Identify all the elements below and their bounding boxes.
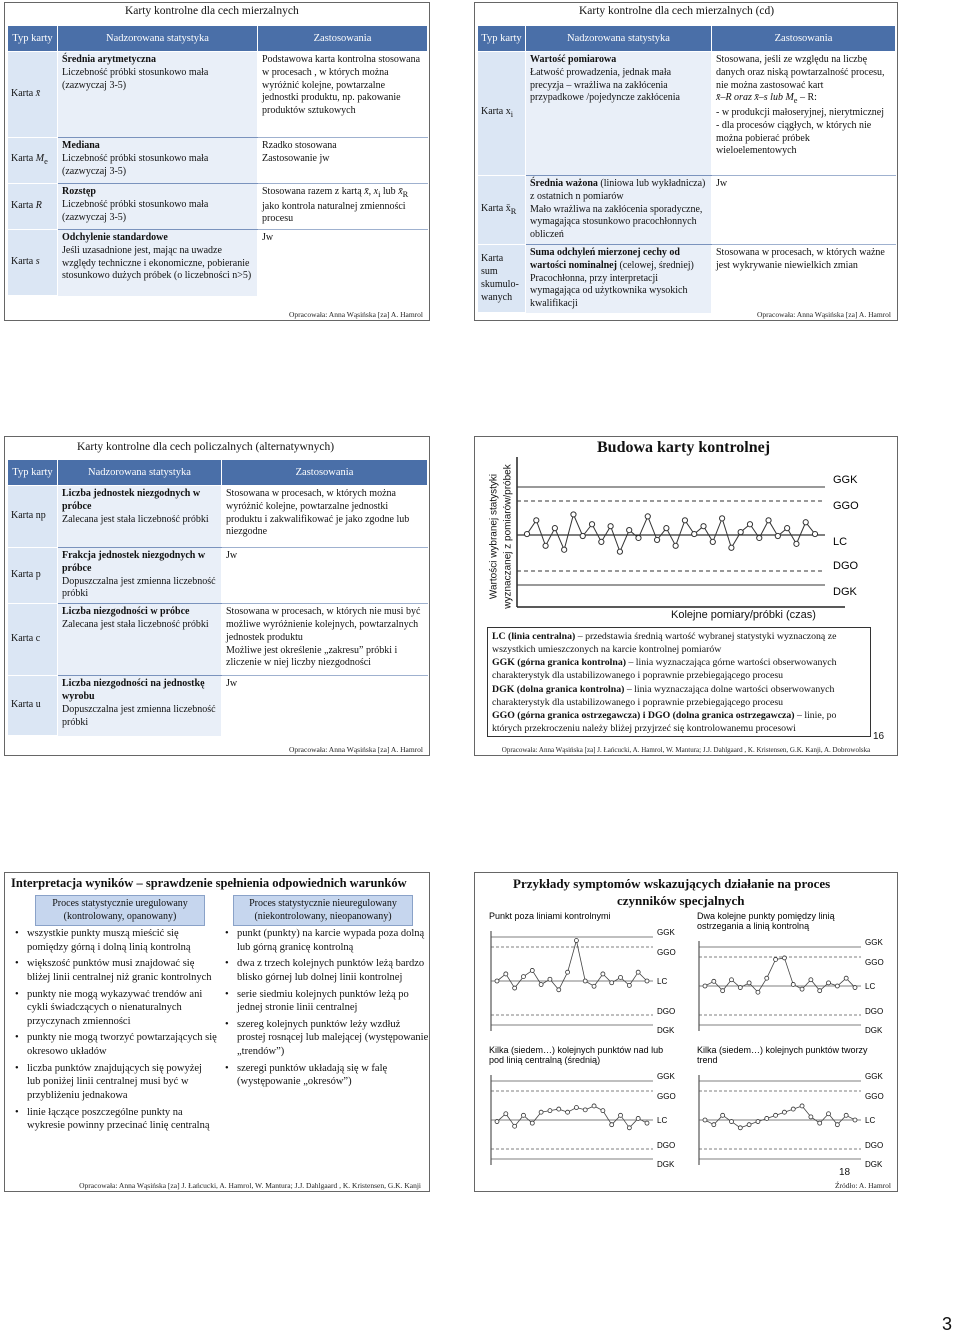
limit-label-ggo: GGO xyxy=(865,958,884,967)
symptom-chart xyxy=(697,911,884,1035)
data-point xyxy=(534,518,539,523)
limit-label-dgk: DGK xyxy=(865,1160,883,1169)
limit-label-dgk: DGK xyxy=(657,1160,675,1169)
slide-title: Interpretacja wyników – sprawdzenie spełnienia odpowiednich warunków xyxy=(11,876,407,890)
app-cell: Jw xyxy=(258,230,428,296)
data-point xyxy=(495,1120,499,1124)
data-point xyxy=(729,978,733,982)
legend-item-dgk: DGK (dolna granica kontrolna) – linia wyznaczająca dolne wartości obserwowanych charakterystyk dla ustabilizowanego i poprawnie przebiegającego procesu xyxy=(492,683,835,708)
data-point xyxy=(617,549,622,554)
data-point xyxy=(521,1113,525,1117)
list-item: • dwa z trzech kolejnych punktów leżą bardzo blisko górnej lub dolnej linii kontrolnej xyxy=(219,957,429,984)
data-point xyxy=(627,1126,631,1130)
credit: Źródło: A. Hamrol xyxy=(834,1181,891,1190)
list-item: • szereg kolejnych punktów leży wzdłuż prostej rosnącej lub malejącej (występowanie „trendów”) xyxy=(219,1018,429,1059)
chart-types-table xyxy=(477,25,896,313)
slide-title: Karty kontrolne dla cech policzalnych (alternatywnych) xyxy=(77,441,335,453)
slide-title: Budowa karty kontrolnej xyxy=(597,439,771,456)
stat-cell: Liczba niezgodności w próbce Zalecana jest stała liczebność próbki xyxy=(58,604,222,676)
data-point xyxy=(818,1121,822,1125)
data-point xyxy=(504,972,508,976)
list-item: • serie siedmiu kolejnych punktów leżą po jednej stronie linii centralnej xyxy=(219,988,429,1015)
data-point xyxy=(794,541,799,546)
data-point xyxy=(608,524,613,529)
data-point xyxy=(495,979,499,983)
data-point xyxy=(645,1121,649,1125)
data-point xyxy=(682,518,687,523)
app-cell: Jw xyxy=(712,176,896,245)
data-point xyxy=(583,979,587,983)
data-point xyxy=(853,986,857,990)
data-point xyxy=(809,978,813,982)
data-point xyxy=(703,1118,707,1122)
app-cell: Podstawowa karta kontrolna stosowana w procesach , w których można wyróżnić kolejne, powtarzalne jednostki produktu, np. pakowanie produktów sztukowych xyxy=(258,52,428,138)
data-point xyxy=(557,988,561,992)
col-header: Typ karty xyxy=(478,26,526,52)
type-cell: Karta $x̄_R$ xyxy=(478,176,526,245)
data-point xyxy=(756,990,760,994)
data-point xyxy=(712,979,716,983)
data-point xyxy=(543,543,548,548)
list-item: • punkty nie mogą tworzyć powtarzających się okresowo układów xyxy=(9,1031,217,1058)
data-point xyxy=(530,968,534,972)
limit-label-lc: LC xyxy=(657,1116,668,1125)
data-point xyxy=(513,986,517,990)
limit-label-dgk: DGK xyxy=(833,586,857,598)
data-point xyxy=(703,984,707,988)
col-header: Typ karty xyxy=(8,26,58,52)
list-item: • punkty nie mogą wykazywać trendów ani cykli świadczących o nienaturalnych przyczynach zmienności xyxy=(9,988,217,1029)
app-cell: Stosowana w procesach, w których można wyróżnić kolejne, powtarzalne jednostki produktu i zakwalifikować je jako zgodne lub niezgodne xyxy=(222,486,428,548)
data-point xyxy=(557,1107,561,1111)
data-point xyxy=(548,977,552,981)
legend-item-ggk: GGK (górna granica kontrolna) – linia wyznaczająca górne wartości obserwowanych charakterystyk dla ustabilizowanego i poprawnie przebiegającego procesu xyxy=(492,657,837,682)
data-point xyxy=(782,1110,786,1114)
type-cell: Karta u xyxy=(8,676,58,736)
y-axis-label-line2: wyznaczanej z pomiarów/próbek xyxy=(502,464,514,609)
data-point xyxy=(599,539,604,544)
data-point xyxy=(636,1116,640,1120)
app-cell: Stosowana w procesach, w których nie musi być możliwe wyróżnienie kolejnych, powtarzalnych jednostek produktu Możliwe jest określenie „zakresu” próbki i zliczenie w niej liczby niezgodności xyxy=(222,604,428,676)
limit-label-ggo: GGO xyxy=(657,1092,676,1101)
data-point xyxy=(673,543,678,548)
slide-interpretacja xyxy=(4,872,430,1192)
limit-label-lc: LC xyxy=(865,1116,876,1125)
data-point xyxy=(619,975,623,979)
col-header: Nadzorowana statystyka xyxy=(58,460,222,486)
data-point xyxy=(539,983,543,987)
legend-item-lc: LC (linia centralna) – przedstawia średnią wartość wybranej statystyki wyznaczoną ze wszystkich umieszczonych na karcie kontrolnej pomiarów xyxy=(492,631,837,656)
type-cell: Karta np xyxy=(8,486,58,548)
data-point xyxy=(774,1113,778,1117)
slide-policzalne xyxy=(4,436,430,756)
limit-label-dgo: DGO xyxy=(865,1007,884,1016)
type-cell: Karta $M_e$ xyxy=(8,138,58,184)
regulated-list xyxy=(9,927,217,1136)
data-point xyxy=(853,1118,857,1122)
slide-symptomy xyxy=(474,872,898,1192)
col-header-regulated: Proces statystycznie uregulowany (kontrolowany, opanowany) xyxy=(35,895,205,926)
limit-label-dgo: DGO xyxy=(657,1007,676,1016)
chart-types-table xyxy=(7,25,428,296)
stat-cell: Wartość pomiarowa Łatwość prowadzenia, jednak mała precyzja – wrażliwa na zakłócenia przypadkowe /pojedyncze zakłócenia xyxy=(526,52,712,176)
data-point xyxy=(592,1104,596,1108)
data-point xyxy=(827,1112,831,1116)
chart-caption: Dwa kolejne punkty pomiędzy linią ostrzegania a linią kontrolną xyxy=(697,911,835,931)
limit-label-dgo: DGO xyxy=(657,1141,676,1150)
data-point xyxy=(571,512,576,517)
stat-cell: Liczba jednostek niezgodnych w próbce Zalecana jest stała liczebność próbki xyxy=(58,486,222,548)
data-point xyxy=(521,975,525,979)
limit-label-ggk: GGK xyxy=(865,938,883,947)
symptom-chart xyxy=(697,1045,884,1169)
data-point xyxy=(791,982,795,986)
limit-label-lc: LC xyxy=(657,977,668,986)
col-header: Zastosowania xyxy=(222,460,428,486)
type-cell: Karta s xyxy=(8,230,58,296)
data-point xyxy=(701,524,706,529)
app-cell: Jw xyxy=(222,548,428,604)
limit-label-ggk: GGK xyxy=(833,474,858,486)
col-header: Zastosowania xyxy=(712,26,896,52)
data-point xyxy=(809,1115,813,1119)
chart-caption: Kilka (siedem…) kolejnych punktów nad lub pod linią centralną (średnią) xyxy=(489,1045,664,1065)
data-point xyxy=(589,522,594,527)
type-cell: Karta $x_i$ xyxy=(478,52,526,176)
data-point xyxy=(791,1107,795,1111)
slide-title-line1: Przykłady symptomów wskazujących działanie na proces xyxy=(513,876,831,891)
data-point xyxy=(738,529,743,534)
credit: Opracowała: Anna Wąsińska [za] J. Łańcucki, A. Hamrol, W. Mantura; J.J. Dahlgaard , K. Kristensen, G.K. Kanji, A. Dobrowolska xyxy=(501,746,871,754)
data-point xyxy=(729,1120,733,1124)
series-line xyxy=(527,514,815,551)
col-header: Zastosowania xyxy=(258,26,428,52)
limit-label-ggk: GGK xyxy=(657,1072,675,1081)
data-point xyxy=(610,981,614,985)
list-item: • punkt (punkty) na karcie wypada poza dolną lub górną granicę kontrolną xyxy=(219,927,429,954)
data-point xyxy=(645,979,649,983)
data-point xyxy=(524,531,529,536)
limit-label-dgo: DGO xyxy=(865,1141,884,1150)
col-header: Nadzorowana statystyka xyxy=(526,26,712,52)
limit-label-dgo: DGO xyxy=(833,560,859,572)
data-point xyxy=(803,520,808,525)
data-point xyxy=(539,1110,543,1114)
data-point xyxy=(619,1113,623,1117)
type-cell: Karta sum skumulo-wanych xyxy=(478,244,526,312)
stat-cell: Średnia arytmetyczna Liczebność próbki stosunkowo mała (zazwyczaj 3-5) xyxy=(58,52,258,138)
limit-label-ggo: GGO xyxy=(865,1092,884,1101)
data-point xyxy=(765,1116,769,1120)
credit: Opracowała: Anna Wąsińska [za] A. Hamrol xyxy=(289,310,423,319)
data-point xyxy=(747,522,752,527)
data-point xyxy=(729,545,734,550)
type-cell: Karta R xyxy=(8,184,58,230)
unregulated-list xyxy=(219,927,429,1092)
data-point xyxy=(627,528,632,533)
data-point xyxy=(719,516,724,521)
app-cell: Rzadko stosowana Zastosowanie jw xyxy=(258,138,428,184)
list-item: • większość punktów musi znajdować się bliżej linii centralnej niż granic kontrolnych xyxy=(9,957,217,984)
data-point xyxy=(566,970,570,974)
credit: Opracowała: Anna Wąsińska [za] J. Łańcucki, A. Hamrol, W. Mantura; J.J. Dahlgaard , K. Kristensen, G.K. Kanji xyxy=(79,1181,421,1190)
data-point xyxy=(574,1106,578,1110)
type-cell: Karta x̄ xyxy=(8,52,58,138)
data-point xyxy=(566,1110,570,1114)
data-point xyxy=(627,983,631,987)
data-point xyxy=(692,531,697,536)
stat-cell: Liczba niezgodności na jednostkę wyrobu Dopuszczalna jest zmienna liczebność próbki xyxy=(58,676,222,736)
credit: Opracowała: Anna Wąsińska [za] A. Hamrol xyxy=(757,310,891,319)
y-axis-label-line1: Wartości wybranej statystyki xyxy=(488,473,500,600)
symptom-charts xyxy=(475,873,898,1192)
data-point xyxy=(601,972,605,976)
list-item: • linie łączące poszczególne punkty na wykresie powinny przecinać linię centralną xyxy=(9,1106,217,1133)
symptom-chart xyxy=(489,911,676,1035)
slide-number: 18 xyxy=(839,1167,851,1178)
series-line xyxy=(705,958,855,992)
limit-label-dgk: DGK xyxy=(657,1026,675,1035)
col-header: Typ karty xyxy=(8,460,58,486)
page-number: 3 xyxy=(942,1314,953,1334)
data-point xyxy=(775,533,780,538)
data-point xyxy=(712,1123,716,1127)
app-cell: Stosowana w procesach, w których ważne jest wykrywanie niewielkich zmian xyxy=(712,244,896,312)
data-point xyxy=(844,976,848,980)
stat-cell: Suma odchyleń mierzonej cechy od wartości nominalnej (celowej, średniej) Pracochłonna, przy interpretacji wymagająca od użytkownika wysokich kwalifikacji xyxy=(526,244,712,312)
data-point xyxy=(548,1109,552,1113)
data-point xyxy=(583,1108,587,1112)
data-point xyxy=(756,1120,760,1124)
data-point xyxy=(645,514,650,519)
list-item: • wszystkie punkty muszą mieścić się pomiędzy górną i dolną linią kontrolną xyxy=(9,927,217,954)
data-point xyxy=(710,539,715,544)
app-cell: Jw xyxy=(222,676,428,736)
data-point xyxy=(800,987,804,991)
data-point xyxy=(738,1126,742,1130)
col-header: Nadzorowana statystyka xyxy=(58,26,258,52)
control-chart xyxy=(502,449,897,627)
type-cell: Karta c xyxy=(8,604,58,676)
data-point xyxy=(552,526,557,531)
y-axis-label xyxy=(477,447,513,627)
data-point xyxy=(513,1124,517,1128)
data-point xyxy=(785,526,790,531)
symptom-chart xyxy=(489,1045,676,1169)
stat-cell: Mediana Liczebność próbki stosunkowo mała (zazwyczaj 3-5) xyxy=(58,138,258,184)
legend-item-ggo-dgo: GGO (górna granica ostrzegawcza) i DGO (dolna granica ostrzegawcza) – linie, po których przekroczeniu należy bliżej przyjrzeć się kontrolowanemu procesowi xyxy=(492,709,837,734)
list-item: • szeregi punktów układają się w falę (występowanie „okresów”) xyxy=(219,1062,429,1089)
data-point xyxy=(636,535,641,540)
limit-label-ggo: GGO xyxy=(657,948,676,957)
data-point xyxy=(738,986,742,990)
credit: Opracowała: Anna Wąsińska [za] A. Hamrol xyxy=(289,745,423,754)
app-cell: Stosowana razem z kartą x̄, $x_i$ lub $x̄_R$ jako kontrola naturalnej zmienności procesu xyxy=(258,184,428,230)
chart-caption: Punkt poza liniami kontrolnymi xyxy=(489,911,611,921)
list-item: • liczba punktów znajdujących się powyżej lub poniżej linii centralnej musi być w przybliżeniu jednakowa xyxy=(9,1062,217,1103)
app-cell: Stosowana, jeśli ze względu na liczbę danych oraz niską powtarzalność procesu, nie można zastosować kart x̄–R oraz x̄–s lub $M_e$ – R: - w produkcji małoseryjnej, nierytmicznej - dla procesów ciągłych, w których nie można pobierać próbek wieloelementowych xyxy=(712,52,896,176)
data-point xyxy=(844,1113,848,1117)
chart-types-table xyxy=(7,459,428,736)
chart-caption: Kilka (siedem…) kolejnych punktów tworzy trend xyxy=(697,1045,868,1065)
slide-title: Karty kontrolne dla cech mierzalnych xyxy=(125,5,299,17)
data-point xyxy=(765,976,769,980)
data-point xyxy=(574,939,578,943)
data-point xyxy=(562,547,567,552)
data-point xyxy=(835,984,839,988)
stat-cell: Średnia ważona (liniowa lub wykładnicza) z ostatnich n pomiarów Mało wrażliwa na zakłócenia sporadyczne, wymagająca stosunkowo pracochłonnych obliczeń xyxy=(526,176,712,245)
data-point xyxy=(654,537,659,542)
data-point xyxy=(766,518,771,523)
data-point xyxy=(812,531,817,536)
stat-cell: Odchylenie standardowe Jeśli uzasadnione jest, mając na uwadze względy techniczne i ekonomiczne, pobieranie stosunkowo dużych próbek (o liczebności n>5) xyxy=(58,230,258,296)
data-point xyxy=(827,981,831,985)
stat-cell: Rozstęp Liczebność próbki stosunkowo mała (zazwyczaj 3-5) xyxy=(58,184,258,230)
data-point xyxy=(774,957,778,961)
limit-label-ggk: GGK xyxy=(865,1072,883,1081)
slide-mierzalne-cd xyxy=(474,2,898,321)
data-point xyxy=(800,1104,804,1108)
data-point xyxy=(592,984,596,988)
limit-label-lc: LC xyxy=(833,536,848,548)
data-point xyxy=(580,533,585,538)
limit-label-dgk: DGK xyxy=(865,1026,883,1035)
legend-box xyxy=(487,627,871,737)
stat-cell: Frakcja jednostek niezgodnych w próbce Dopuszczalna jest zmienna liczebność próbki xyxy=(58,548,222,604)
limit-label-ggo: GGO xyxy=(833,500,859,512)
slide-mierzalne xyxy=(4,2,430,321)
data-point xyxy=(747,1123,751,1127)
slide-title-line2: czynników specjalnych xyxy=(617,893,745,908)
data-point xyxy=(721,989,725,993)
slide-title: Karty kontrolne dla cech mierzalnych (cd) xyxy=(579,5,775,17)
slide-number: 16 xyxy=(873,731,885,742)
data-point xyxy=(636,970,640,974)
data-point xyxy=(747,981,751,985)
data-point xyxy=(835,1123,839,1127)
limit-label-ggk: GGK xyxy=(657,928,675,937)
data-point xyxy=(601,1109,605,1113)
data-point xyxy=(721,1113,725,1117)
data-point xyxy=(757,535,762,540)
slide-budowa-karty xyxy=(474,436,898,756)
data-point xyxy=(664,526,669,531)
data-point xyxy=(504,1112,508,1116)
series-line xyxy=(497,1106,647,1128)
limit-label-lc: LC xyxy=(865,982,876,991)
series-line xyxy=(705,1106,855,1128)
series-line xyxy=(497,941,647,990)
data-point xyxy=(782,956,786,960)
data-point xyxy=(610,1123,614,1127)
col-header-unregulated: Proces statystycznie nieuregulowany (niekontrolowany, nieopanowany) xyxy=(233,895,413,926)
data-point xyxy=(818,989,822,993)
x-axis-label: Kolejne pomiary/próbki (czas) xyxy=(671,609,816,621)
type-cell: Karta p xyxy=(8,548,58,604)
data-point xyxy=(530,1121,534,1125)
